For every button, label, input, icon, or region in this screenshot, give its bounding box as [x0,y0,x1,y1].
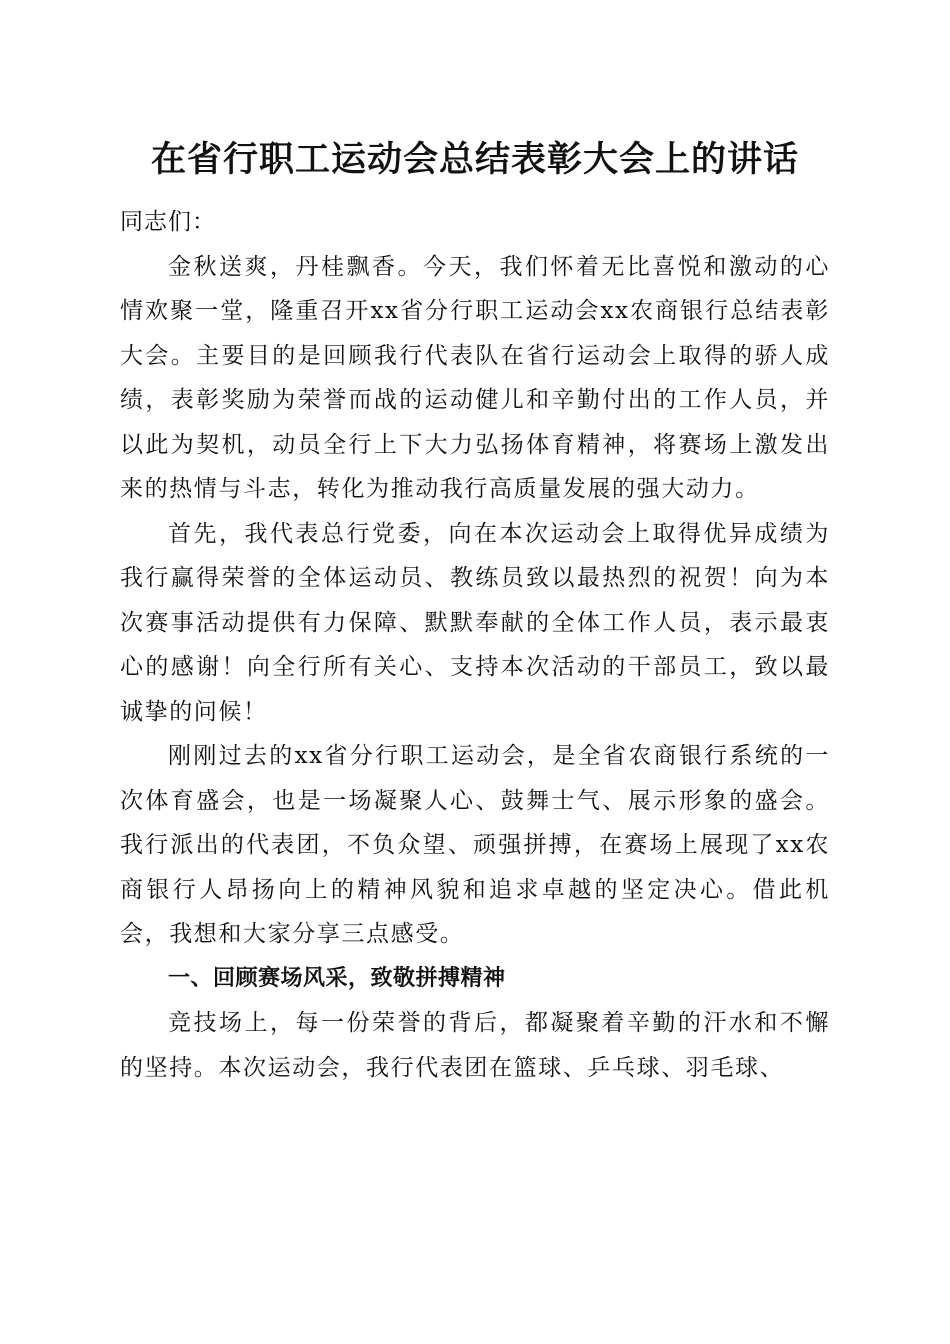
salutation: 同志们： [120,209,216,235]
paragraph-review: 刚刚过去的xx省分行职工运动会，是全省农商银行系统的一次体育盛会，也是一场凝聚人心、鼓舞士气、展示形象的盛会。我行派出的代表团，不负众望、顽强拼搏，在赛场上展现了xx农商银行人昂扬向上的精神风貌和追求卓越的坚定决心。借此机会，我想和大家分享三点感受。 [120,743,830,947]
section-paragraph: 竞技场上，每一份荣誉的背后，都凝聚着辛勤的汗水和不懈的坚持。本次运动会，我行代表团在篮球、乒乓球、羽毛球、 [120,1010,830,1081]
paragraph-congratulations: 首先，我代表总行党委，向在本次运动会上取得优异成绩为我行赢得荣誉的全体运动员、教练员致以最热烈的祝贺！向为本次赛事活动提供有力保障、默默奉献的全体工作人员，表示最衷心的感谢！向全行所有关心、支持本次活动的干部员工，致以最诚挚的问候！ [120,520,830,725]
section-heading: 一、回顾赛场风采，致敬拼搏精神 [168,965,506,991]
paragraph-opening: 金秋送爽，丹桂飘香。今天，我们怀着无比喜悦和激动的心情欢聚一堂，隆重召开xx省分行职工运动会xx农商银行总结表彰大会。主要目的是回顾我行代表队在省行运动会上取得的骄人成绩，表彰奖励为荣誉而战的运动健儿和辛勤付出的工作人员，并以此为契机，动员全行上下大力弘扬体育精神，将赛场上激发出来的热情与斗志，转化为推动我行高质量发展的强大动力。 [120,253,830,502]
document-title: 在省行职工运动会总结表彰大会上的讲话 [150,139,799,180]
document-body [120,200,830,1090]
